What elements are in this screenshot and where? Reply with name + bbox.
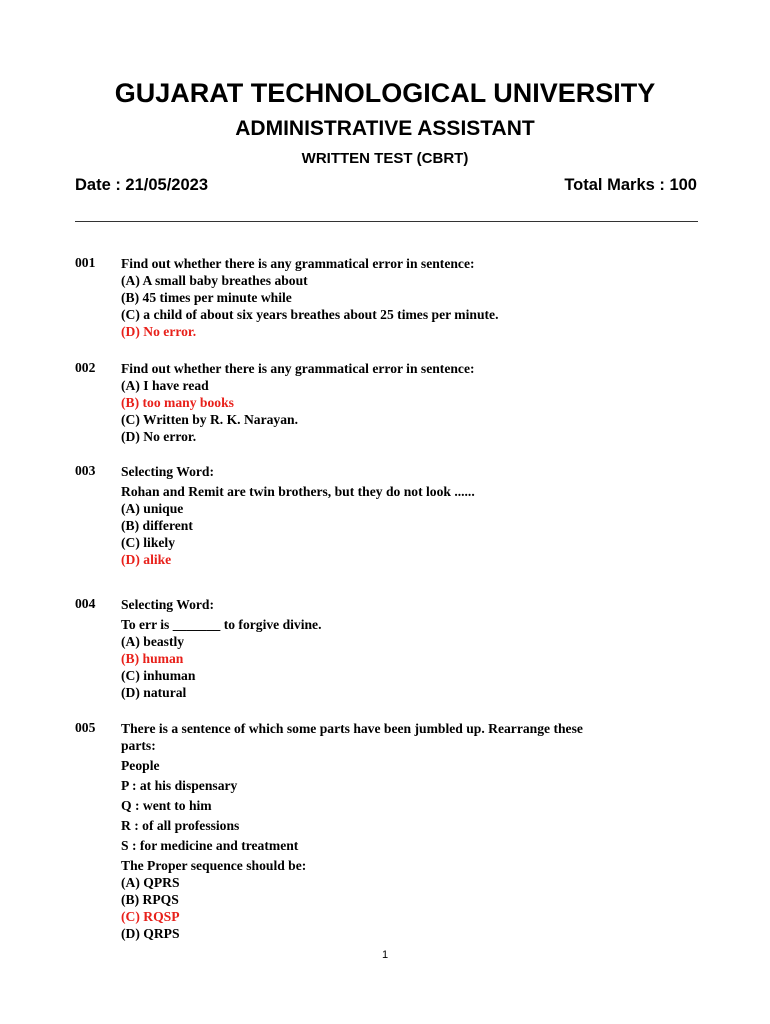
question-body — [121, 463, 681, 568]
option-c: (C) likely — [121, 535, 175, 550]
question-stem: Selecting Word: — [121, 464, 215, 479]
sequence-prompt: The Proper sequence should be: — [121, 858, 307, 873]
option-d: (D) natural — [121, 685, 187, 700]
option-a: (A) A small baby breathes about — [121, 273, 308, 288]
option-c: (C) Written by R. K. Narayan. — [121, 412, 298, 427]
question-stem: Find out whether there is any grammatical error in sentence: — [121, 256, 475, 271]
question-number: 003 — [75, 463, 96, 478]
question-body — [121, 596, 681, 701]
page-number: 1 — [381, 949, 389, 961]
question-number: 005 — [75, 720, 96, 735]
question-prompt: Rohan and Remit are twin brothers, but they do not look ...... — [121, 484, 475, 499]
option-d: (D) QRPS — [121, 926, 180, 941]
option-b: (B) 45 times per minute while — [121, 290, 292, 305]
part-r: R : of all professions — [121, 818, 240, 833]
option-d-correct: (D) alike — [121, 552, 172, 567]
part-p: P : at his dispensary — [121, 778, 238, 793]
option-a: (A) unique — [121, 501, 184, 516]
option-a: (A) I have read — [121, 378, 209, 393]
question-stem-continued: parts: — [121, 738, 156, 753]
option-a: (A) beastly — [121, 634, 185, 649]
part-intro: People — [121, 758, 160, 773]
exam-date: Date : 21/05/2023 — [75, 176, 209, 194]
question-stem: There is a sentence of which some parts have been jumbled up. Rearrange these — [121, 721, 583, 736]
header-divider — [75, 221, 698, 222]
option-c-correct: (C) RQSP — [121, 909, 180, 924]
option-d: (D) No error. — [121, 429, 197, 444]
option-a: (A) QPRS — [121, 875, 180, 890]
option-d-correct: (D) No error. — [121, 324, 197, 339]
question-number: 002 — [75, 360, 96, 375]
option-c: (C) a child of about six years breathes about 25 times per minute. — [121, 307, 499, 322]
question-number: 001 — [75, 255, 96, 270]
option-b-correct: (B) too many books — [121, 395, 234, 410]
question-body — [121, 255, 681, 340]
option-b: (B) RPQS — [121, 892, 179, 907]
question-stem: Find out whether there is any grammatical error in sentence: — [121, 361, 475, 376]
test-title: WRITTEN TEST (CBRT) — [301, 150, 469, 167]
question-body — [121, 360, 681, 445]
part-s: S : for medicine and treatment — [121, 838, 299, 853]
university-title: GUJARAT TECHNOLOGICAL UNIVERSITY — [114, 78, 656, 108]
question-stem: Selecting Word: — [121, 597, 215, 612]
option-b-correct: (B) human — [121, 651, 184, 666]
question-prompt: To err is _______ to forgive divine. — [121, 617, 322, 632]
option-b: (B) different — [121, 518, 193, 533]
part-q: Q : went to him — [121, 798, 212, 813]
question-body — [121, 720, 681, 942]
post-title: ADMINISTRATIVE ASSISTANT — [235, 117, 535, 140]
question-number: 004 — [75, 596, 96, 611]
total-marks: Total Marks : 100 — [564, 176, 697, 194]
option-c: (C) inhuman — [121, 668, 196, 683]
